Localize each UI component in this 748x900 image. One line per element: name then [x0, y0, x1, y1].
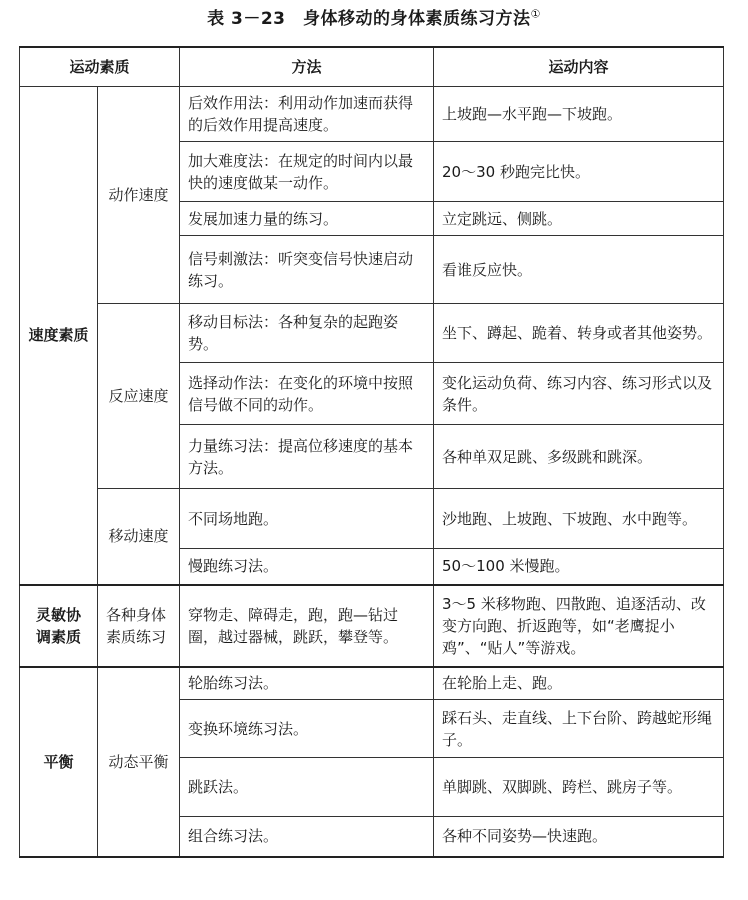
method-cell: 跳跃法。 [180, 758, 434, 817]
content-cell: 踩石头、走直线、上下台阶、跨越蛇形绳子。 [434, 700, 724, 758]
content-cell: 各种单双足跳、多级跳和跳深。 [434, 425, 724, 489]
method-cell: 轮胎练习法。 [180, 667, 434, 700]
group-dynamic-balance: 动态平衡 [98, 667, 180, 857]
exercise-methods-table [19, 46, 724, 858]
content-cell: 单脚跳、双脚跳、跨栏、跳房子等。 [434, 758, 724, 817]
table-title [0, 4, 748, 29]
method-cell: 慢跑练习法。 [180, 549, 434, 585]
category-speed: 速度素质 [20, 87, 98, 585]
method-cell: 发展加速力量的练习。 [180, 202, 434, 236]
method-cell: 力量练习法：提高位移速度的基本方法。 [180, 425, 434, 489]
header-method: 方法 [180, 47, 434, 87]
method-cell: 穿物走、障碍走，跑，跑—钻过圈，越过器械，跳跃，攀登等。 [180, 585, 434, 667]
content-cell: 50～100 米慢跑。 [434, 549, 724, 585]
group-reaction-speed: 反应速度 [98, 304, 180, 489]
group-action-speed: 动作速度 [98, 87, 180, 304]
header-content: 运动内容 [434, 47, 724, 87]
method-cell: 信号刺激法：听突变信号快速启动练习。 [180, 236, 434, 304]
header-row [20, 47, 724, 87]
category-agility: 灵敏协调素质 [20, 585, 98, 667]
content-cell: 变化运动负荷、练习内容、练习形式以及条件。 [434, 363, 724, 425]
table-row [20, 667, 724, 700]
header-quality: 运动素质 [20, 47, 180, 87]
content-cell: 看谁反应快。 [434, 236, 724, 304]
method-cell: 加大难度法：在规定的时间内以最快的速度做某一动作。 [180, 142, 434, 202]
content-cell: 坐下、蹲起、跪着、转身或者其他姿势。 [434, 304, 724, 363]
content-cell: 上坡跑—水平跑—下坡跑。 [434, 87, 724, 142]
table-row [20, 585, 724, 667]
method-cell: 移动目标法：各种复杂的起跑姿势。 [180, 304, 434, 363]
content-cell: 各种不同姿势—快速跑。 [434, 817, 724, 857]
table-row [20, 304, 724, 363]
content-cell: 立定跳远、侧跳。 [434, 202, 724, 236]
table-row [20, 87, 724, 142]
content-cell: 20～30 秒跑完比快。 [434, 142, 724, 202]
table-row [20, 489, 724, 549]
method-cell: 变换环境练习法。 [180, 700, 434, 758]
footnote-marker: ① [530, 7, 541, 21]
group-movement-speed: 移动速度 [98, 489, 180, 585]
content-cell: 在轮胎上走、跑。 [434, 667, 724, 700]
method-cell: 选择动作法：在变化的环境中按照信号做不同的动作。 [180, 363, 434, 425]
group-general-fitness: 各种身体素质练习 [98, 585, 180, 667]
method-cell: 组合练习法。 [180, 817, 434, 857]
category-balance: 平衡 [20, 667, 98, 857]
content-cell: 沙地跑、上坡跑、下坡跑、水中跑等。 [434, 489, 724, 549]
method-cell: 后效作用法：利用动作加速而获得的后效作用提高速度。 [180, 87, 434, 142]
content-cell: 3～5 米移物跑、四散跑、追逐活动、改变方向跑、折返跑等，如“老鹰捉小鸡”、“贴人”等游戏。 [434, 585, 724, 667]
table-title-text: 表 3－23 身体移动的身体素质练习方法 [207, 9, 531, 29]
method-cell: 不同场地跑。 [180, 489, 434, 549]
